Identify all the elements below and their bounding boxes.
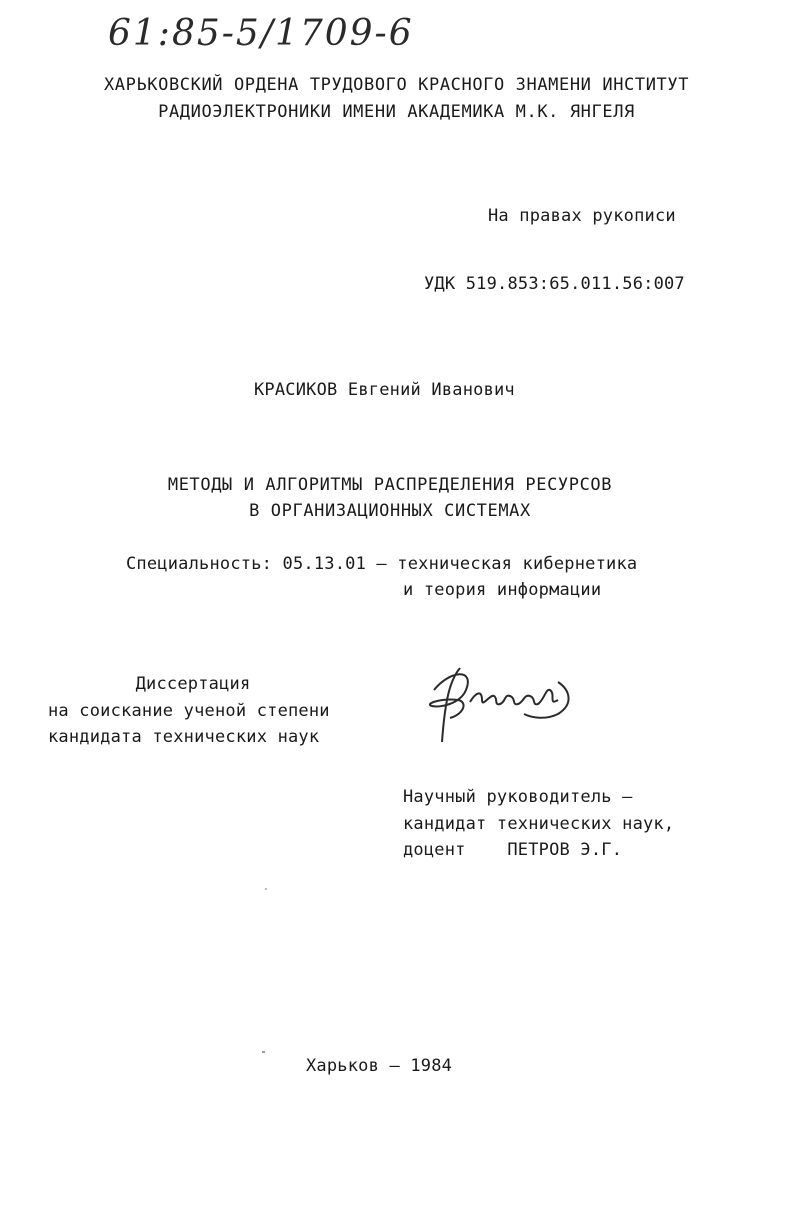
dissertation-label: Диссертация — [135, 674, 251, 694]
specialty-continuation: и теория информации — [403, 580, 602, 600]
thesis-title-line-2: В ОРГАНИЗАЦИОННЫХ СИСТЕМАХ — [249, 501, 531, 521]
specialty-line: Специальность: 05.13.01 – техническая кибернетика — [126, 554, 638, 574]
rights-note: На правах рукописи — [488, 206, 676, 226]
author-name: КРАСИКОВ Евгений Иванович — [254, 380, 515, 400]
supervisor-line-1: Научный руководитель – — [403, 787, 633, 807]
scan-speck — [265, 888, 267, 890]
city-year: Харьков – 1984 — [306, 1056, 453, 1076]
supervisor-line-2: кандидат технических наук, — [403, 814, 675, 834]
author-signature — [420, 660, 580, 750]
supervisor-line-3: доцент ПЕТРОВ Э.Г. — [403, 840, 623, 860]
udk-code: УДК 519.853:65.011.56:007 — [424, 274, 685, 294]
institute-line-1: ХАРЬКОВСКИЙ ОРДЕНА ТРУДОВОГО КРАСНОГО ЗНАМЕНИ ИНСТИТУТ — [103, 75, 690, 95]
dissertation-degree-line: на соискание ученой степени — [48, 701, 330, 721]
dissertation-degree-line-2: кандидата технических наук — [48, 727, 320, 747]
thesis-title-line-1: МЕТОДЫ И АЛГОРИТМЫ РАСПРЕДЕЛЕНИЯ РЕСУРСОВ — [167, 475, 613, 495]
scan-speck — [262, 1051, 265, 1053]
institute-line-2: РАДИОЭЛЕКТРОНИКИ ИМЕНИ АКАДЕМИКА М.К. ЯНГЕЛЯ — [158, 102, 635, 122]
archive-number: 61:85-5/1709-6 — [108, 13, 414, 54]
